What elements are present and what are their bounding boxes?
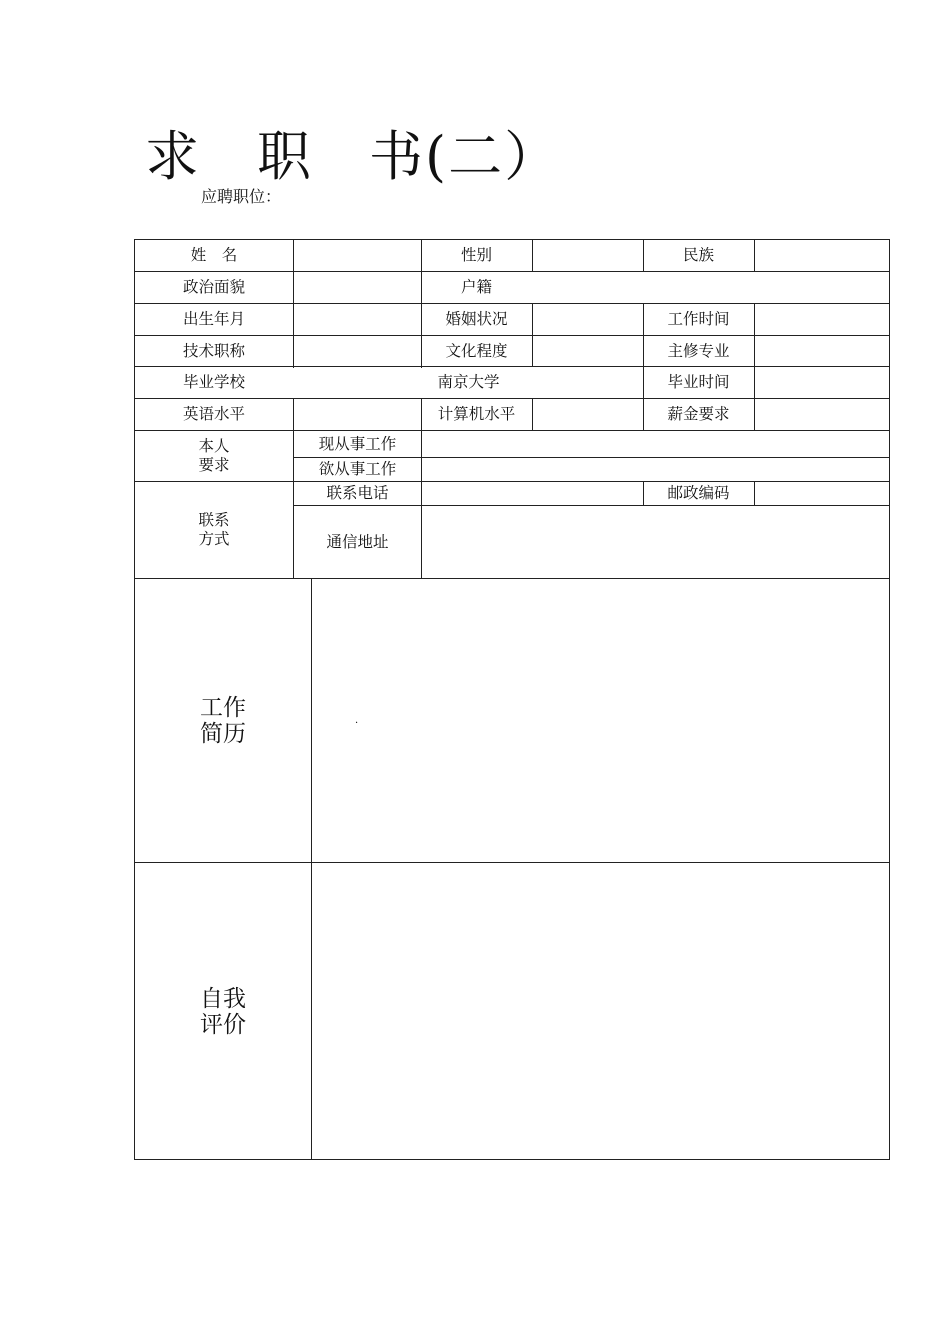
computer-level-label: 计算机水平 bbox=[437, 405, 516, 423]
major-label: 主修专业 bbox=[667, 341, 730, 360]
ethnicity-field[interactable] bbox=[755, 240, 890, 271]
gender-field[interactable] bbox=[533, 240, 643, 271]
postcode-label: 邮政编码 bbox=[667, 484, 730, 502]
phone-field[interactable] bbox=[422, 482, 643, 505]
position-label: 应聘职位： bbox=[201, 187, 282, 206]
school-value[interactable]: 南京大学 bbox=[437, 373, 500, 391]
phone-label: 联系电话 bbox=[326, 484, 389, 502]
birth-date-label: 出生年月 bbox=[182, 310, 245, 328]
tech-title-label: 技术职称 bbox=[182, 341, 245, 360]
birth-date-field[interactable] bbox=[294, 304, 421, 335]
current-job-label: 现从事工作 bbox=[318, 434, 397, 453]
gender-label: 性别 bbox=[460, 246, 492, 264]
english-level-field[interactable] bbox=[294, 399, 421, 430]
work-history-label: 工作 简历 bbox=[200, 694, 246, 747]
work-history-mark: · bbox=[355, 718, 359, 729]
marital-status-field[interactable] bbox=[533, 304, 643, 335]
self-evaluation-field[interactable] bbox=[312, 863, 890, 1160]
tech-title-field[interactable] bbox=[294, 336, 421, 366]
address-field[interactable] bbox=[422, 506, 890, 578]
name-field[interactable] bbox=[294, 240, 421, 271]
education-label: 文化程度 bbox=[445, 341, 508, 360]
hukou-label: 户籍 bbox=[460, 278, 492, 296]
political-status-label: 政治面貌 bbox=[182, 278, 245, 296]
marital-status-label: 婚姻状况 bbox=[445, 310, 508, 328]
resume-form-table bbox=[134, 239, 890, 1160]
grad-time-label: 毕业时间 bbox=[667, 373, 730, 391]
postcode-field[interactable] bbox=[755, 482, 890, 505]
page-title: 求 职 书(二） bbox=[145, 125, 561, 188]
english-level-label: 英语水平 bbox=[182, 405, 245, 423]
salary-label: 薪金要求 bbox=[667, 405, 730, 423]
work-time-label: 工作时间 bbox=[667, 310, 730, 328]
salary-field[interactable] bbox=[755, 399, 890, 430]
school-label: 毕业学校 bbox=[182, 373, 245, 391]
current-job-field[interactable] bbox=[422, 431, 890, 457]
education-field[interactable] bbox=[533, 336, 643, 366]
work-time-field[interactable] bbox=[755, 304, 890, 335]
hukou-field[interactable] bbox=[533, 272, 890, 303]
work-history-field[interactable] bbox=[312, 579, 890, 862]
personal-requirements-label: 本人 要求 bbox=[198, 437, 230, 474]
major-field[interactable] bbox=[755, 336, 890, 366]
self-evaluation-label: 自我 评价 bbox=[200, 985, 246, 1038]
contact-label: 联系 方式 bbox=[198, 511, 230, 548]
name-label: 姓 名 bbox=[190, 246, 238, 264]
grad-time-field[interactable] bbox=[755, 367, 890, 398]
ethnicity-label: 民族 bbox=[682, 246, 714, 264]
political-status-field[interactable] bbox=[294, 272, 421, 303]
desired-job-label: 欲从事工作 bbox=[318, 460, 397, 478]
address-label: 通信地址 bbox=[326, 532, 389, 551]
desired-job-field[interactable] bbox=[422, 458, 890, 481]
computer-level-field[interactable] bbox=[533, 399, 643, 430]
